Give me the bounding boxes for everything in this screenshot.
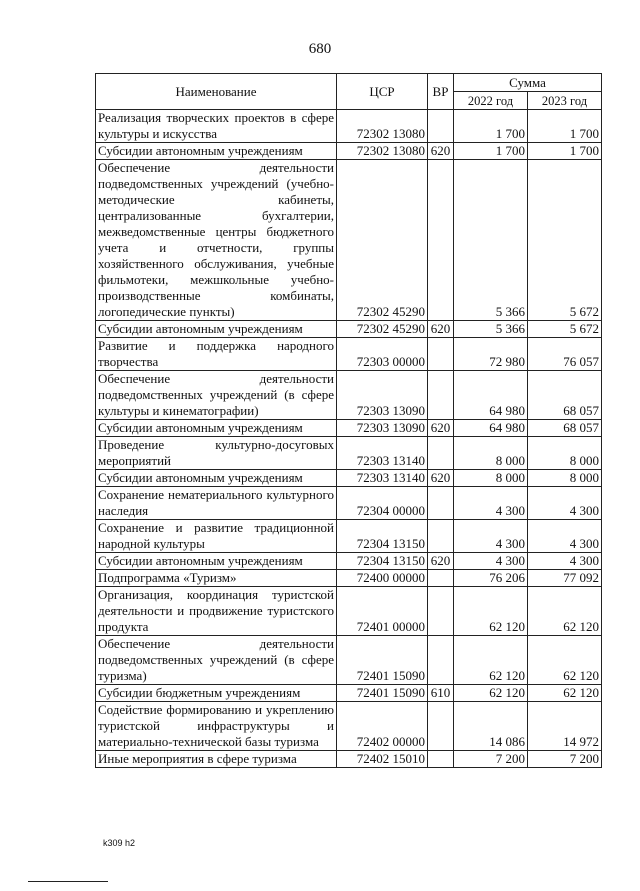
row-sum-2022: 1 700 <box>454 110 528 143</box>
row-vr <box>428 160 454 321</box>
row-sum-2023: 7 200 <box>528 751 602 768</box>
row-csr: 72402 00000 <box>337 702 428 751</box>
table-row <box>96 110 602 143</box>
table-row <box>96 570 602 587</box>
row-sum-2022: 7 200 <box>454 751 528 768</box>
row-sum-2023: 5 672 <box>528 160 602 321</box>
row-sum-2022: 62 120 <box>454 636 528 685</box>
row-csr: 72303 00000 <box>337 338 428 371</box>
row-name: Реализация творческих проектов в сфере культуры и искусства <box>96 110 337 143</box>
row-name: Субсидии автономным учреждениям <box>96 420 337 437</box>
row-name: Организация, координация туристской деятельности и продвижение туристского продукта <box>96 587 337 636</box>
row-sum-2023: 4 300 <box>528 553 602 570</box>
row-vr <box>428 702 454 751</box>
row-vr <box>428 636 454 685</box>
table-row <box>96 636 602 685</box>
table-row <box>96 685 602 702</box>
row-vr: 620 <box>428 143 454 160</box>
row-sum-2023: 1 700 <box>528 143 602 160</box>
page-number: 680 <box>308 41 332 57</box>
table-row <box>96 702 602 751</box>
row-name: Подпрограмма «Туризм» <box>96 570 337 587</box>
row-name: Обеспечение деятельности подведомственных учреждений (в сфере культуры и кинематографии) <box>96 371 337 420</box>
table-row <box>96 520 602 553</box>
row-csr: 72303 13140 <box>337 437 428 470</box>
header-year-2023: 2023 год <box>528 92 602 110</box>
row-vr <box>428 487 454 520</box>
row-name: Развитие и поддержка народного творчества <box>96 338 337 371</box>
row-sum-2022: 72 980 <box>454 338 528 371</box>
row-sum-2023: 8 000 <box>528 470 602 487</box>
row-vr <box>428 371 454 420</box>
header-sum: Сумма <box>454 74 602 92</box>
row-vr <box>428 520 454 553</box>
row-csr: 72401 15090 <box>337 636 428 685</box>
row-name: Иные мероприятия в сфере туризма <box>96 751 337 768</box>
table-row <box>96 420 602 437</box>
table-row <box>96 553 602 570</box>
row-vr <box>428 110 454 143</box>
row-name: Субсидии бюджетным учреждениям <box>96 685 337 702</box>
row-csr: 72303 13140 <box>337 470 428 487</box>
row-csr: 72401 15090 <box>337 685 428 702</box>
row-name: Обеспечение деятельности подведомственных учреждений (учебно-методические кабинеты, централизованные бухгалтерии, межведомственные центры бюджетного учета и отчетности, группы хозяйственного обслуживания, учебные фильмотеки, межшкольные учебно-производственные комбинаты, логопедические пункты) <box>96 160 337 321</box>
row-csr: 72304 00000 <box>337 487 428 520</box>
table-row <box>96 751 602 768</box>
row-csr: 72302 13080 <box>337 143 428 160</box>
row-name: Обеспечение деятельности подведомственных учреждений (в сфере туризма) <box>96 636 337 685</box>
row-name: Субсидии автономным учреждениям <box>96 553 337 570</box>
table-row <box>96 160 602 321</box>
header-year-2022: 2022 год <box>454 92 528 110</box>
row-csr: 72302 45290 <box>337 321 428 338</box>
row-vr: 620 <box>428 420 454 437</box>
table-row <box>96 321 602 338</box>
row-sum-2023: 62 120 <box>528 636 602 685</box>
row-csr: 72304 13150 <box>337 520 428 553</box>
row-sum-2023: 4 300 <box>528 520 602 553</box>
header-name: Наименование <box>96 74 337 110</box>
row-sum-2022: 1 700 <box>454 143 528 160</box>
row-sum-2022: 62 120 <box>454 587 528 636</box>
row-sum-2022: 5 366 <box>454 321 528 338</box>
row-sum-2022: 8 000 <box>454 437 528 470</box>
row-sum-2023: 68 057 <box>528 420 602 437</box>
table-row <box>96 143 602 160</box>
row-vr: 620 <box>428 553 454 570</box>
row-vr: 610 <box>428 685 454 702</box>
row-sum-2022: 4 300 <box>454 553 528 570</box>
row-sum-2023: 62 120 <box>528 685 602 702</box>
table-row <box>96 470 602 487</box>
row-vr <box>428 437 454 470</box>
row-csr: 72400 00000 <box>337 570 428 587</box>
header-row <box>96 74 602 92</box>
budget-table <box>95 73 602 768</box>
footer-rule <box>28 881 108 882</box>
footer-code: k309 h2 <box>103 838 136 848</box>
row-sum-2023: 5 672 <box>528 321 602 338</box>
row-sum-2022: 14 086 <box>454 702 528 751</box>
row-name: Субсидии автономным учреждениям <box>96 143 337 160</box>
row-sum-2023: 77 092 <box>528 570 602 587</box>
row-name: Содействие формированию и укреплению туристской инфраструктуры и материально-технической базы туризма <box>96 702 337 751</box>
row-csr: 72303 13090 <box>337 420 428 437</box>
row-vr: 620 <box>428 321 454 338</box>
row-sum-2022: 4 300 <box>454 520 528 553</box>
row-sum-2023: 14 972 <box>528 702 602 751</box>
row-sum-2022: 64 980 <box>454 420 528 437</box>
row-name: Сохранение и развитие традиционной народной культуры <box>96 520 337 553</box>
table-row <box>96 437 602 470</box>
row-name: Сохранение нематериального культурного наследия <box>96 487 337 520</box>
row-csr: 72302 45290 <box>337 160 428 321</box>
row-csr: 72304 13150 <box>337 553 428 570</box>
row-sum-2023: 68 057 <box>528 371 602 420</box>
header-vr: ВР <box>428 74 454 110</box>
row-sum-2022: 5 366 <box>454 160 528 321</box>
row-name: Субсидии автономным учреждениям <box>96 470 337 487</box>
row-sum-2022: 62 120 <box>454 685 528 702</box>
row-sum-2023: 1 700 <box>528 110 602 143</box>
row-sum-2022: 8 000 <box>454 470 528 487</box>
row-vr <box>428 570 454 587</box>
table-body <box>96 110 602 768</box>
row-sum-2022: 76 206 <box>454 570 528 587</box>
row-sum-2022: 64 980 <box>454 371 528 420</box>
row-sum-2023: 8 000 <box>528 437 602 470</box>
row-csr: 72402 15010 <box>337 751 428 768</box>
row-sum-2023: 62 120 <box>528 587 602 636</box>
row-sum-2022: 4 300 <box>454 487 528 520</box>
row-sum-2023: 4 300 <box>528 487 602 520</box>
row-vr <box>428 587 454 636</box>
header-csr: ЦСР <box>337 74 428 110</box>
row-name: Субсидии автономным учреждениям <box>96 321 337 338</box>
row-vr: 620 <box>428 470 454 487</box>
table-row <box>96 487 602 520</box>
row-csr: 72303 13090 <box>337 371 428 420</box>
row-name: Проведение культурно-досуговых мероприятий <box>96 437 337 470</box>
row-csr: 72401 00000 <box>337 587 428 636</box>
row-vr <box>428 751 454 768</box>
row-sum-2023: 76 057 <box>528 338 602 371</box>
table-row <box>96 587 602 636</box>
table-row <box>96 338 602 371</box>
row-vr <box>428 338 454 371</box>
table-row <box>96 371 602 420</box>
row-csr: 72302 13080 <box>337 110 428 143</box>
